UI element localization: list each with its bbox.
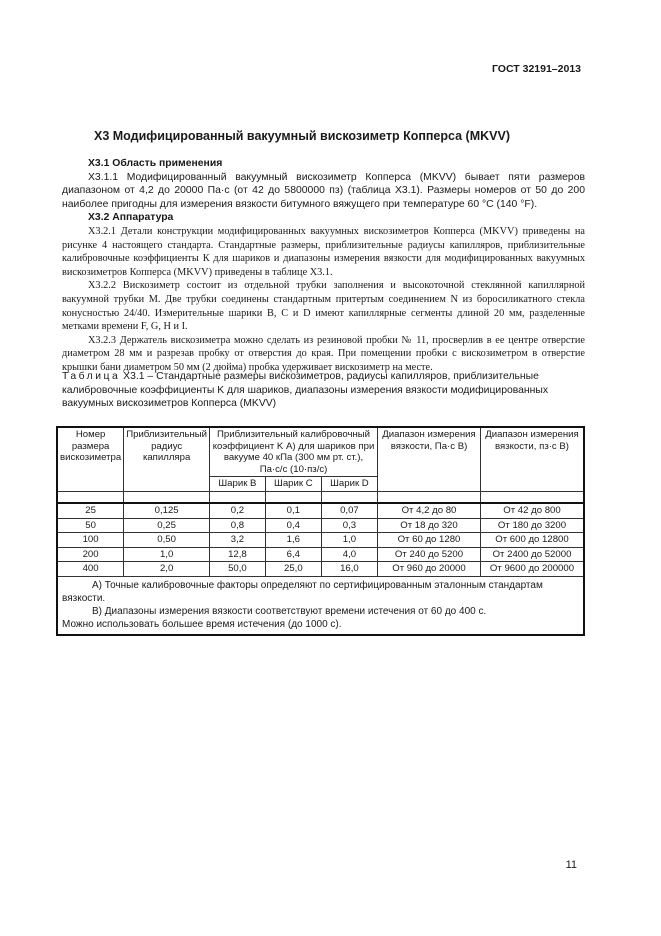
paragraph-x3-2-2: X3.2.2 Вискозиметр состоит из отдельной трубки заполнения и высокоточной стеклянной капиллярной вакуумной трубки M. Две трубки соединены стандартным притертым соединением N из боросиликатного стекла конусностью 24/40. Измерительные шарики B, C и D имеют капиллярные сегменты длиной 20 мм, разделенные метками времени F, G, H и I. (62, 280, 585, 333)
cell-range-pa: От 18 до 320 (378, 518, 481, 533)
cell-radius: 2,0 (124, 562, 210, 577)
cell-ball-c: 6,4 (265, 547, 321, 562)
cell-ball-b: 0,2 (210, 503, 266, 518)
table-caption-text: X3.1 – Стандартные размеры вискозиметров, радиусы капилляров, приблизительные калибровочные коэффициенты K для шариков, диапазоны измерения вязкости модифицированных вакуумных вискозиметров Копперса (MKVV) (62, 371, 549, 410)
th-ball-c: Шарик C (265, 477, 321, 492)
cell-size: 50 (57, 518, 124, 533)
cell-range-p: От 2400 до 52000 (481, 547, 585, 562)
paragraph-x3-2-1: X3.2.1 Детали конструкции модифицированных вакуумных вискозиметров Копперса (MKVV) приведены на рисунке 4 настоящего стандарта. Стандартные размеры, приблизительные радиусы капилляров, приблизительные калибровочные коэффициенты К для шариков и диапазоны измерения вязкости для модифицированных вакуумных вискозиметров Копперса (MKVV) приведены в таблице X3.1. (62, 225, 585, 278)
th-range-p: Диапазон измерения вязкости, пз·с B) (481, 427, 585, 491)
cell-size: 25 (57, 503, 124, 518)
cell-ball-b: 3,2 (210, 533, 266, 548)
subsection-title-apparatus: X3.2 Аппаратура (88, 212, 174, 224)
body-text (62, 157, 585, 375)
table-row (57, 562, 584, 577)
cell-range-pa: От 240 до 5200 (378, 547, 481, 562)
note-c: Можно использовать большее время истечения (до 1000 с). (62, 618, 342, 630)
cell-ball-d: 0,3 (321, 518, 377, 533)
cell-ball-d: 1,0 (321, 533, 377, 548)
cell-ball-c: 1,6 (265, 533, 321, 548)
table-notes (57, 576, 584, 635)
cell-ball-b: 12,8 (210, 547, 266, 562)
cell-ball-b: 50,0 (210, 562, 266, 577)
cell-radius: 1,0 (124, 547, 210, 562)
cell-ball-c: 0,1 (265, 503, 321, 518)
cell-ball-b: 0,8 (210, 518, 266, 533)
table-row (57, 518, 584, 533)
paragraph-x3-2-3: X3.2.3 Держатель вискозиметра можно сделать из резиновой пробки № 11, просверлив в ее центре отверстие диаметром 28 мм и разрезав пробку от отверстия до края. При помещении пробки с вискозиметром в отверстие крышки бани диаметром 50 мм (2 дюйма) пробка удерживает вискозиметр на месте. (62, 334, 585, 373)
standard-number: ГОСТ 32191–2013 (491, 63, 581, 75)
th-ball-b: Шарик B (210, 477, 266, 492)
cell-ball-d: 16,0 (321, 562, 377, 577)
table-caption (62, 370, 585, 411)
cell-radius: 0,125 (124, 503, 210, 518)
cell-ball-c: 0,4 (265, 518, 321, 533)
table-caption-prefix: Таблица (62, 371, 121, 382)
viscometer-table (56, 426, 585, 636)
cell-ball-d: 4,0 (321, 547, 377, 562)
th-radius: Приблизительный радиус капилляра (124, 427, 210, 491)
cell-range-pa: От 960 до 20000 (378, 562, 481, 577)
cell-radius: 0,50 (124, 533, 210, 548)
note-b: В) Диапазоны измерения вязкости соответствуют времени истечения от 60 до 400 с. (92, 605, 487, 617)
th-size: Номер размера вискозиметра (57, 427, 124, 491)
cell-size: 100 (57, 533, 124, 548)
cell-ball-c: 25,0 (265, 562, 321, 577)
th-calibration: Приблизительный калибровочный коэффициент K А) для шариков при вакууме 40 кПа (300 мм рт. ст.), Па·с/с (10·пз/с) (210, 427, 378, 477)
cell-radius: 0,25 (124, 518, 210, 533)
cell-range-p: От 9600 до 200000 (481, 562, 585, 577)
cell-ball-d: 0,07 (321, 503, 377, 518)
cell-range-p: От 600 до 12800 (481, 533, 585, 548)
note-a: А) Точные калибровочные факторы определяют по сертифицированным эталонным стандартам вязкости. (62, 579, 543, 604)
paragraph-x3-1-1: X3.1.1 Модифицированный вакуумный вискозиметр Копперса (MKVV) бывает пяти размеров диапазоном от 4,2 до 20000 Па·с (от 42 до 5800000 пз) (таблица X3.1). Размеры номеров от 50 до 200 наиболее пригодны для измерения вязкости битумного вяжущего при температуре 60 °С (140 °F). (62, 171, 585, 210)
section-title: X3 Модифицированный вакуумный вискозиметр Копперса (MKVV) (94, 129, 510, 143)
cell-range-pa: От 4,2 до 80 (378, 503, 481, 518)
th-ball-d: Шарик D (321, 477, 377, 492)
subsection-title-scope: X3.1 Область применения (88, 158, 223, 169)
table-row (57, 503, 584, 518)
cell-size: 400 (57, 562, 124, 577)
table-row (57, 547, 584, 562)
table-row (57, 533, 584, 548)
cell-range-p: От 180 до 3200 (481, 518, 585, 533)
th-range-pa: Диапазон измерения вязкости, Па·с B) (378, 427, 481, 491)
cell-range-pa: От 60 до 1280 (378, 533, 481, 548)
cell-range-p: От 42 до 800 (481, 503, 585, 518)
cell-size: 200 (57, 547, 124, 562)
page-number: 11 (565, 859, 577, 871)
